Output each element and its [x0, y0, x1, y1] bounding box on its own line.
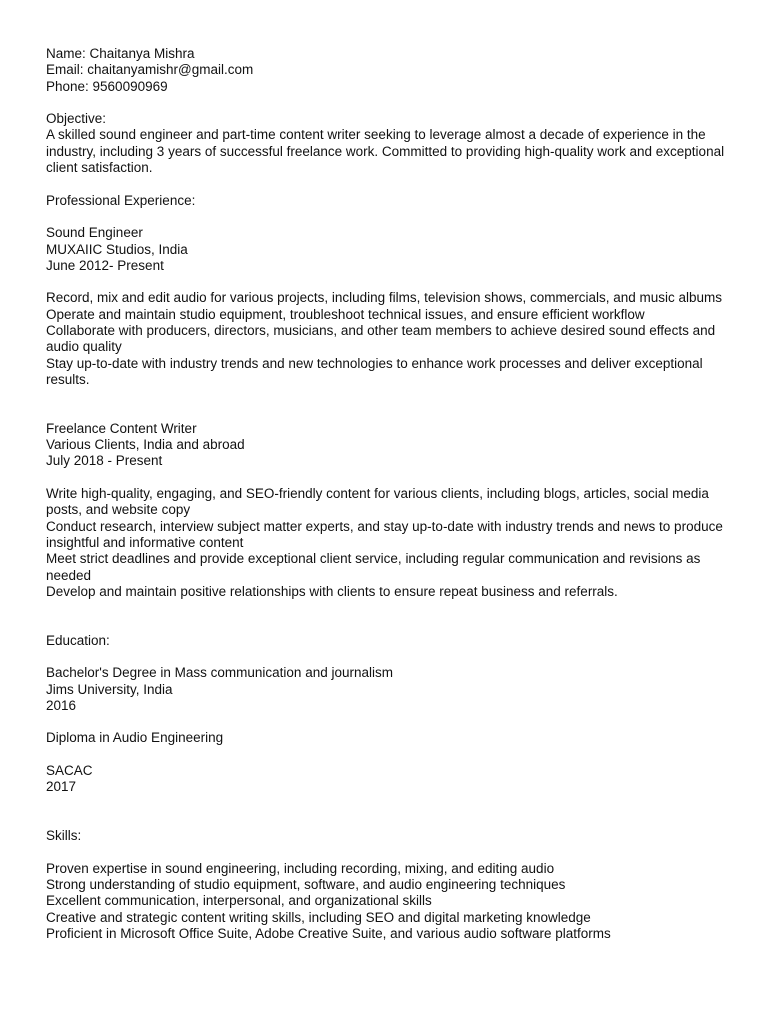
skill-item: Excellent communication, interpersonal, and organizational skills — [46, 893, 432, 909]
objective-section — [46, 111, 736, 176]
job-entry — [46, 225, 736, 388]
contact-name: Name: Chaitanya Mishra — [46, 46, 195, 61]
job-duty: Develop and maintain positive relationships with clients to ensure repeat business and referrals. — [46, 583, 618, 599]
degree-year: 2017 — [46, 779, 77, 795]
skill-item: Strong understanding of studio equipment, software, and audio engineering techniques — [46, 877, 566, 893]
job-duty: Conduct research, interview subject matter experts, and stay up-to-date with industry trends and news to produce insightful and informative content — [46, 518, 723, 550]
job-title: Sound Engineer — [46, 225, 143, 241]
experience-heading: Professional Experience: — [46, 192, 196, 208]
degree-name: Diploma in Audio Engineering — [46, 730, 224, 746]
contact-block — [46, 46, 736, 95]
resume-document — [46, 46, 736, 942]
degree-year: 2016 — [46, 697, 77, 713]
experience-section — [46, 193, 736, 600]
degree-name: Bachelor's Degree in Mass communication and journalism — [46, 665, 393, 681]
job-duty: Meet strict deadlines and provide exceptional client service, including regular communication and revisions as needed — [46, 551, 701, 583]
skills-heading: Skills: — [46, 828, 82, 844]
contact-email: Email: chaitanyamishr@gmail.com — [46, 62, 254, 78]
job-duty: Collaborate with producers, directors, musicians, and other team members to achieve desired sound effects and audio quality — [46, 323, 716, 355]
degree-school: Jims University, India — [46, 681, 173, 697]
skill-item: Proven expertise in sound engineering, including recording, mixing, and editing audio — [46, 860, 555, 876]
education-section — [46, 633, 736, 796]
education-heading: Education: — [46, 632, 110, 648]
contact-phone: Phone: 9560090969 — [46, 78, 168, 94]
job-company: Various Clients, India and abroad — [46, 437, 245, 453]
degree-school: SACAC — [46, 763, 93, 779]
job-dates: July 2018 - Present — [46, 453, 163, 469]
job-duty: Stay up-to-date with industry trends and new technologies to enhance work processes and deliver exceptional results. — [46, 355, 703, 387]
job-company: MUXAIIC Studios, India — [46, 241, 188, 257]
objective-text: A skilled sound engineer and part-time content writer seeking to leverage almost a decade of experience in the industry, including 3 years of successful freelance work. Committed to providing high-quality work and exceptional client satisfaction. — [46, 127, 725, 176]
skill-item: Creative and strategic content writing skills, including SEO and digital marketing knowledge — [46, 909, 591, 925]
objective-heading: Objective: — [46, 111, 107, 127]
job-dates: June 2012- Present — [46, 257, 164, 273]
job-duty: Operate and maintain studio equipment, troubleshoot technical issues, and ensure efficient workflow — [46, 306, 645, 322]
job-title: Freelance Content Writer — [46, 420, 197, 436]
job-entry — [46, 421, 736, 600]
skill-item: Proficient in Microsoft Office Suite, Adobe Creative Suite, and various audio software platforms — [46, 926, 611, 942]
job-duty: Write high-quality, engaging, and SEO-friendly content for various clients, including blogs, articles, social media posts, and website copy — [46, 486, 709, 518]
job-duty: Record, mix and edit audio for various projects, including films, television shows, commercials, and music albums — [46, 290, 723, 306]
skills-section — [46, 828, 736, 942]
